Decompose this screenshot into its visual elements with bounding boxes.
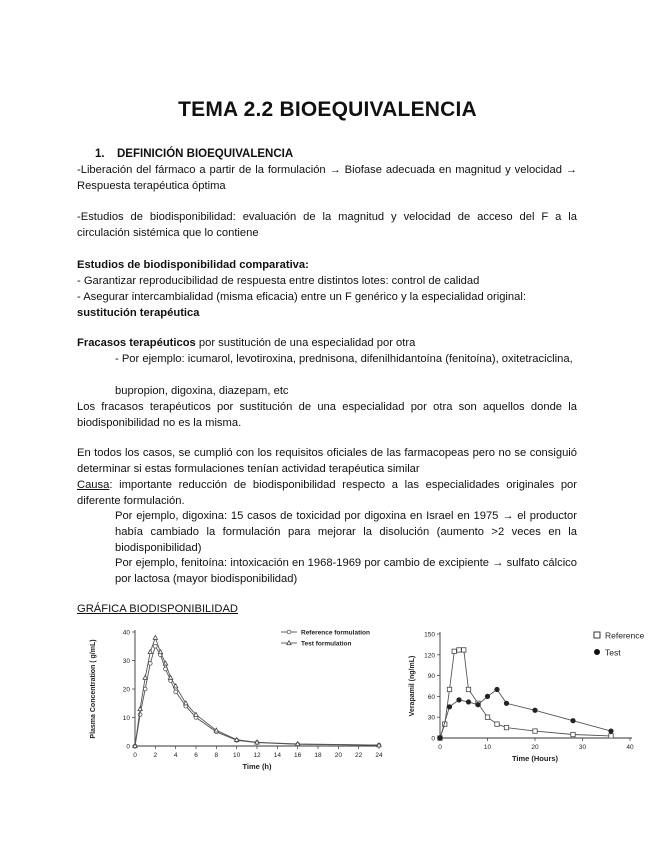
x-tick-label: 4	[173, 752, 178, 759]
x-tick-label: 0	[438, 744, 442, 751]
failures-conclusion: Los fracasos terapéuticos por sustitución de una especialidad por otra son aquellos donde la biodisponibilidad no es la misma.	[77, 401, 577, 429]
cause-paragraph	[77, 477, 577, 509]
data-point	[457, 648, 461, 652]
y-tick-label: 60	[427, 693, 435, 701]
data-point	[143, 675, 147, 679]
example-digoxin: Por ejemplo, digoxina: 15 casos de toxicidad por digoxina en Israel en 1975 → el productor había cambiado la formulación para mejorar la disolución (aumento >2 veces en la biodisponibilidad)	[115, 510, 577, 554]
legend-marker	[594, 632, 600, 638]
data-point	[571, 718, 576, 723]
data-point	[153, 635, 157, 639]
data-point	[447, 687, 451, 691]
data-point	[174, 690, 178, 694]
data-point	[173, 684, 177, 688]
x-tick-label: 0	[133, 752, 137, 759]
series-line-1	[440, 650, 611, 738]
data-point	[438, 736, 443, 741]
data-point	[504, 725, 508, 729]
legend-label: Reference	[605, 630, 645, 641]
section-heading	[95, 148, 293, 160]
data-point	[485, 694, 490, 699]
data-point	[476, 702, 481, 707]
x-tick-label: 40	[626, 744, 634, 751]
x-tick-label: 2	[153, 752, 158, 759]
data-point	[571, 732, 575, 736]
y-tick-label: 30	[427, 714, 435, 722]
y-tick-label: 20	[122, 686, 130, 694]
legend-label: Reference formulation	[301, 629, 370, 637]
data-point	[495, 722, 499, 726]
series-line-2	[440, 690, 611, 739]
data-point	[163, 661, 167, 665]
x-tick-label: 8	[214, 752, 219, 759]
y-tick-label: 10	[122, 715, 130, 722]
failures-example-2: bupropion, digoxina, diazepam, etc	[115, 385, 289, 397]
cause-text: : importante reducción de biodisponibilidad respecto a las especialidades originales por diferente formulación.	[77, 479, 577, 507]
x-tick-label: 20	[334, 752, 342, 759]
failures-example-1: - Por ejemplo: icumarol, levotiroxina, prednisona, difenilhidantoína (fenitoína), oxitetraciclina,	[115, 353, 573, 365]
data-point	[609, 729, 614, 734]
data-point	[609, 734, 613, 738]
paragraph-biodisponibility-studies: -Estudios de biodisponibilidad: evaluación de la magnitud y velocidad de acceso del F a la circulación sistémica que lo contiene	[77, 211, 577, 239]
failures-heading: Fracasos terapéuticos	[77, 337, 196, 349]
data-point	[153, 644, 157, 648]
data-point	[485, 715, 489, 719]
comparative-item-2-bold: sustitución terapéutica	[77, 307, 200, 319]
data-point	[452, 649, 456, 653]
x-tick-label: 30	[578, 744, 587, 751]
data-point	[504, 701, 509, 706]
data-point	[158, 650, 162, 654]
failures-paragraph	[77, 335, 577, 351]
section-title: DEFINICIÓN BIOEQUIVALENCIA	[117, 148, 294, 160]
x-tick-label: 12	[253, 752, 261, 759]
cause-label: Causa	[77, 479, 110, 491]
data-point	[148, 661, 152, 665]
y-tick-label: 120	[424, 652, 435, 660]
y-tick-label: 90	[427, 673, 435, 681]
legend-label: Test	[605, 647, 621, 658]
failures-heading-rest: por sustitución de una especialidad por otra	[195, 337, 416, 349]
data-point	[466, 687, 470, 691]
x-tick-label: 18	[314, 752, 322, 759]
comparative-item-2: - Asegurar intercambialidad (misma eficacia) entre un F genérico y la especialidad original:	[77, 291, 526, 303]
y-tick-label: 0	[126, 743, 130, 751]
data-point	[533, 729, 537, 733]
x-tick-label: 22	[355, 752, 363, 759]
series-line-1	[135, 646, 379, 746]
data-point	[533, 708, 538, 713]
x-tick-label: 6	[194, 752, 198, 759]
paragraph-all-cases: En todos los casos, se cumplió con los requisitos oficiales de las farmacopeas pero no se consiguió determinar si estas formulaciones tenían actividad terapéutica similar	[77, 447, 577, 475]
y-tick-label: 30	[122, 658, 130, 665]
data-point	[457, 698, 462, 703]
x-tick-label: 20	[531, 744, 539, 751]
y-tick-label: 0	[431, 735, 435, 743]
legend-marker	[287, 641, 291, 645]
x-tick-label: 16	[294, 752, 302, 759]
x-axis-label: Time (h)	[242, 762, 272, 771]
data-point	[462, 648, 466, 652]
page-title: TEMA 2.2 BIOEQUIVALENCIA	[178, 98, 477, 121]
x-tick-label: 10	[233, 752, 241, 759]
graph-heading: GRÁFICA BIODISPONIBILIDAD	[77, 603, 239, 615]
y-tick-label: 150	[424, 631, 435, 639]
paragraph-liberation: -Liberación del fármaco a partir de la formulación → Biofase adecuada en magnitud y velocidad → Respuesta terapéutica óptima	[77, 164, 577, 192]
data-point	[255, 740, 259, 744]
y-axis-label: Verapamil (ng/mL)	[409, 655, 416, 717]
comparative-item-1: - Garantizar reproducibilidad de respuesta entre distintos lotes: control de calidad	[77, 275, 480, 287]
data-point	[234, 737, 238, 741]
plasma-concentration-chart	[85, 622, 390, 777]
y-axis-label: Plasma Concentration ( g/mL)	[90, 639, 97, 739]
x-tick-label: 10	[483, 744, 492, 751]
x-tick-label: 14	[273, 752, 281, 759]
example-fenitoina: Por ejemplo, fenitoína: intoxicación en 1968-1969 por cambio de excipiente → sulfato cálcico por lactosa (mayor biodisponibilidad)	[115, 557, 577, 585]
data-point	[295, 742, 299, 746]
data-point	[466, 700, 471, 705]
data-point	[447, 705, 452, 710]
verapamil-chart	[402, 622, 652, 772]
comparative-studies-heading: Estudios de biodisponibilidad comparativa:	[77, 259, 309, 271]
x-tick-label: 24	[375, 752, 383, 759]
data-point	[495, 687, 500, 692]
section-number: 1.	[95, 148, 105, 160]
legend-marker	[287, 630, 291, 634]
series-line-2	[135, 638, 379, 746]
x-axis-label: Time (Hours)	[511, 754, 559, 763]
legend-marker	[594, 649, 600, 655]
data-point	[148, 650, 152, 654]
y-tick-label: 40	[122, 629, 130, 637]
legend-label: Test formulation	[301, 640, 352, 648]
